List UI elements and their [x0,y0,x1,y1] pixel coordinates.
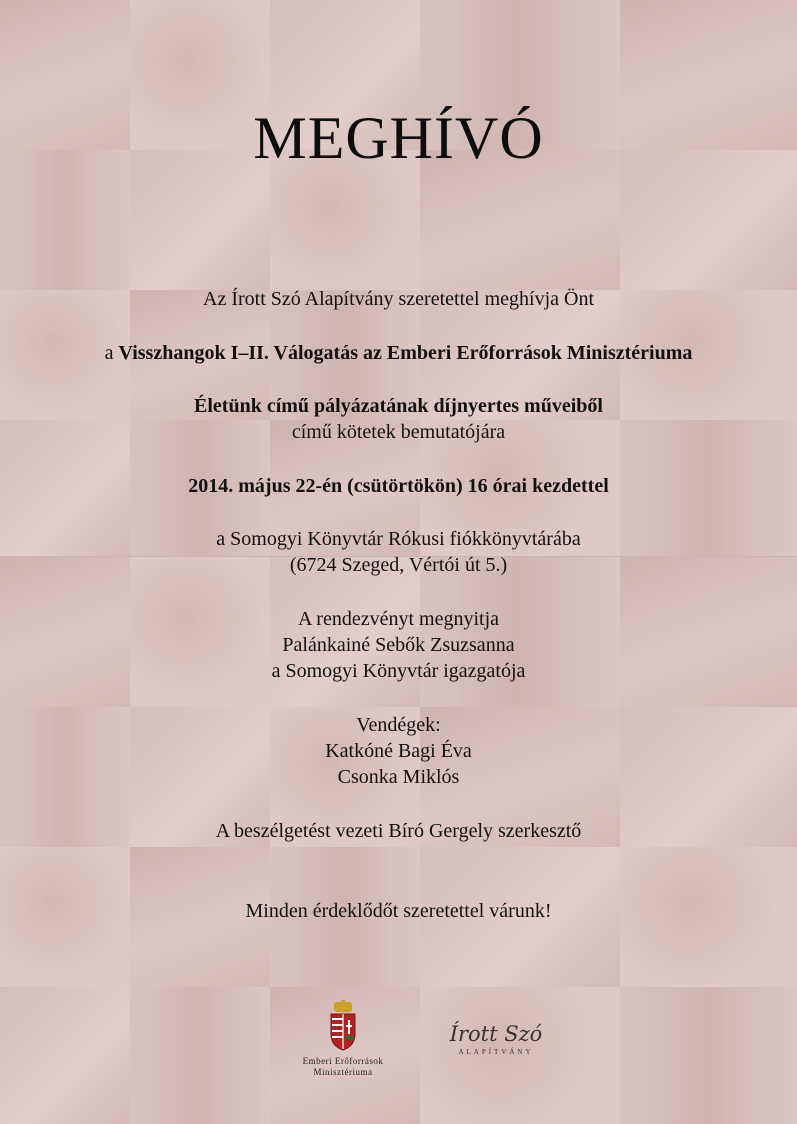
opening-speaker-title: a Somogyi Könyvtár igazgatója [271,660,526,682]
irott-szo-logo [436,1022,556,1056]
emmi-logo-line-2: Minisztériuma [313,1067,373,1077]
event-date: 2014. május 22-én (csütörtökön) 16 órai kezdettel [188,475,609,497]
moderator-line: A beszélgetést vezeti Bíró Gergely szerkesztő [215,820,582,842]
irott-szo-logo-name: Írott Szó [449,1022,543,1046]
intro-line: Az Írott Szó Alapítvány szeretettel meghívja Önt [203,288,594,310]
opening-label: A rendezvényt megnyitja [297,608,500,630]
opening-speaker: Palánkainé Sebők Zsuzsanna [282,634,515,656]
venue-name: a Somogyi Könyvtár Rókusi fiókkönyvtárába [216,528,581,550]
emmi-logo-line-1: Emberi Erőforrások [302,1056,384,1066]
book-title-line [0,340,797,366]
presentation-line: című kötetek bemutatójára [291,421,506,443]
guest-1: Katkóné Bagi Éva [325,740,472,762]
hungarian-coat-of-arms-icon [328,1000,358,1052]
venue-address: (6724 Szeged, Vértói út 5.) [289,554,508,576]
emmi-logo [278,1000,408,1078]
guest-2: Csonka Miklós [337,766,460,788]
competition-line: Életünk című pályázatának díjnyertes műveiből [194,395,603,417]
closing-line: Minden érdeklődőt szeretettel várunk! [245,900,552,922]
book-title: Visszhangok I–II. Válogatás az Emberi Erőforrások Minisztériuma [118,342,693,364]
page-title: MEGHÍVÓ [253,105,544,171]
guests-label: Vendégek: [356,714,441,736]
book-title-prefix: a [104,342,119,364]
irott-szo-logo-subtitle: ALAPÍTVÁNY [458,1048,534,1056]
